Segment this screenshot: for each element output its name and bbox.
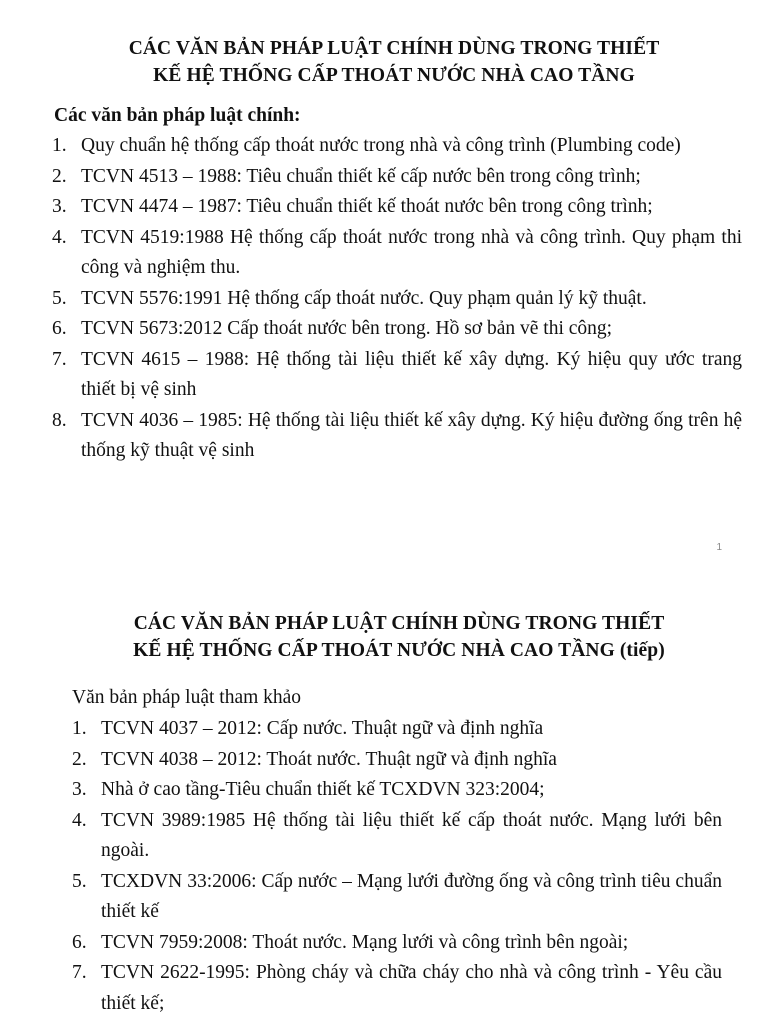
list-item-number: 7. [52,348,67,370]
list-item-number: 6. [72,931,87,953]
page-number: 1 [716,542,722,553]
list-item-text: TCVN 3989:1985 Hệ thống tài liệu thiết kế cấp thoát nước. Mạng lưới bên ngoài. [101,809,722,861]
slide-1-title-line-1: CÁC VĂN BẢN PHÁP LUẬT CHÍNH DÙNG TRONG THIẾT [128,38,660,59]
list-item-number: 5. [52,287,67,309]
list-item-number: 3. [72,779,87,800]
slide-1-subheading: Các văn bản pháp luật chính: [54,105,301,126]
list-item-text: TCXDVN 33:2006: Cấp nước – Mạng lưới đường ống và công trình tiêu chuẩn thiết kế [101,870,722,922]
list-item [72,867,722,928]
slide-1-title [20,35,768,89]
list-item-text: TCVN 4474 – 1987: Tiêu chuẩn thiết kế thoát nước bên trong công trình; [81,196,653,217]
list-item [72,714,722,745]
slide-1-list [52,131,742,467]
list-item-number: 2. [52,165,67,187]
list-item [52,284,742,315]
slide-2-title-line-1: CÁC VĂN BẢN PHÁP LUẬT CHÍNH DÙNG TRONG THIẾT [133,613,665,634]
list-item-text: TCVN 4036 – 1985: Hệ thống tài liệu thiết kế xây dựng. Ký hiệu đường ống trên hệ thống kỹ thuật vệ sinh [81,409,742,461]
list-item [52,223,742,284]
list-item-number: 7. [72,962,87,983]
slide-2-title-line-2: KẾ HỆ THỐNG CẤP THOÁT NƯỚC NHÀ CAO TẦNG (tiếp) [133,640,665,661]
list-item [52,314,742,345]
slide-1-title-line-2: KẾ HỆ THỐNG CẤP THOÁT NƯỚC NHÀ CAO TẦNG [153,65,635,86]
list-item-text: Quy chuẩn hệ thống cấp thoát nước trong nhà và công trình (Plumbing code) [81,135,681,156]
list-item-text: Nhà ở cao tầng-Tiêu chuẩn thiết kế TCXDVN 323:2004; [101,779,545,800]
list-item-number: 4. [52,226,67,248]
list-item [72,806,722,867]
list-item-text: TCVN 4519:1988 Hệ thống cấp thoát nước trong nhà và công trình. Quy phạm thi công và nghiệm thu. [81,226,742,278]
list-item [52,345,742,406]
slide-2-title [50,610,748,664]
list-item-number: 1. [72,718,87,739]
list-item [52,162,742,193]
list-item-text: TCVN 4037 – 2012: Cấp nước. Thuật ngữ và định nghĩa [101,718,544,739]
list-item-text: TCVN 4615 – 1988: Hệ thống tài liệu thiết kế xây dựng. Ký hiệu quy ước trang thiết bị vệ sinh [81,348,742,400]
list-item-text: TCVN 2622-1995: Phòng cháy và chữa cháy cho nhà và công trình - Yêu cầu thiết kế; [101,962,722,1014]
list-item [72,928,722,959]
slide-2-list [72,714,722,1019]
list-item-text: TCVN 4513 – 1988: Tiêu chuẩn thiết kế cấp nước bên trong công trình; [81,165,641,187]
list-item-number: 1. [52,135,67,156]
list-item [72,745,722,776]
slide-2-subheading: Văn bản pháp luật tham khảo [72,687,302,708]
list-item-text: TCVN 5673:2012 Cấp thoát nước bên trong. Hồ sơ bản vẽ thi công; [81,318,613,339]
list-item-number: 3. [52,196,67,217]
list-item-text: TCVN 5576:1991 Hệ thống cấp thoát nước. Quy phạm quản lý kỹ thuật. [81,287,647,309]
list-item [52,192,742,223]
slide-2 [0,600,768,1024]
list-item [52,406,742,467]
list-item-number: 8. [52,409,67,431]
list-item [52,131,742,162]
list-item-number: 2. [72,748,87,770]
list-item-number: 4. [72,809,87,831]
list-item-number: 5. [72,870,87,892]
list-item [72,958,722,1019]
list-item-text: TCVN 7959:2008: Thoát nước. Mạng lưới và công trình bên ngoài; [101,931,629,953]
list-item [72,775,722,806]
list-item-number: 6. [52,318,67,339]
list-item-text: TCVN 4038 – 2012: Thoát nước. Thuật ngữ và định nghĩa [101,748,557,770]
